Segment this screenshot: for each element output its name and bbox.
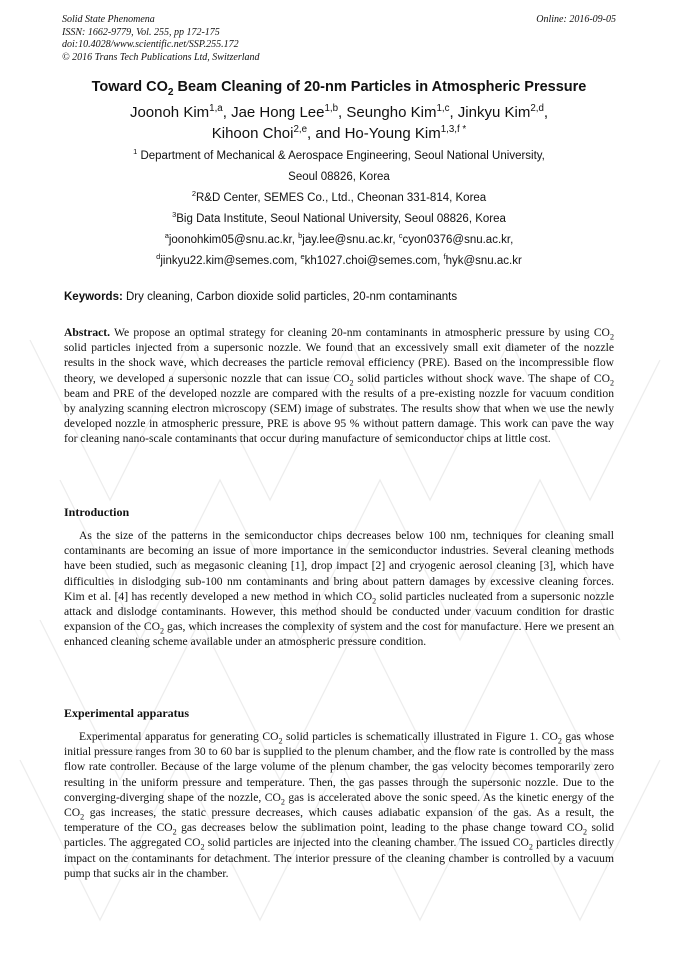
abstract: Abstract. We propose an optimal strategy for cleaning 20-nm contaminants in atmospheric pressure by using $CO_2$ solid particles injected from a supersonic nozzle. We found that an excessively small exit diameter of the nozzle results in the shock wave, which decreases the particle removal efficiency (PRE). Based on the incompressible flow theory, we developed a supersonic nozzle that can issue $CO_2$ solid particles without shock wave. The shape of $CO_2$ beam and PRE of the developed nozzle are compared with the results of a pre-existing nozzle for vacuum condition by analyzing scanning electron microscopy (SEM) image of substrates. The results show that when we use the newly developed nozzle in atmospheric pressure, PRE is above 95 % without pattern damage. This work can pave the way for cleaning nano-scale contaminants that occur during manufacture of semiconductor chips at little cost.	[64, 326, 615, 446]
copyright-line: © 2016 Trans Tech Publications Ltd, Switzerland	[62, 51, 260, 63]
experimental-paragraph: Experimental apparatus for generating $CO_2$ solid particles is schematically illustrated in Figure 1. $CO_2$ gas whose initial pressure ranges from 30 to 60 bar is supplied to the plenum chamber, and the flow rate is controlled by the mass flow rate controller. Because of the large volume of the plenum chamber, the gas velocity becomes temporarily zero resulting in the uniform pressure and temperature. Then, the gas passes through the supersonic nozzle. Due to the converging-diverging shape of the nozzle, $CO_2$ gas is accelerated above the sonic speed. As the kinetic energy of the $CO_2$ gas increases, the static pressure decreases, which causes adiabatic expansion of the gas. As a result, the temperature of the $CO_2$ gas decreases below the sublimation point, leading to the phase change toward $CO_2$ solid particles. The aggregated $CO_2$ solid particles are injected into the cleaning chamber. The issued $CO_2$ particles directly impact on the contaminants for detachment. The interior pressure of the cleaning chamber is controlled by a vacuum pump that sucks air in the chamber.	[64, 730, 615, 880]
affiliation-1: $^1$ Department of Mechanical & Aerospace Engineering, Seoul National University,	[133, 147, 545, 162]
section-heading-introduction: Introduction	[64, 505, 130, 519]
abstract-label: Abstract.	[64, 326, 111, 339]
author: Joonoh Kim	[129, 104, 210, 121]
journal-name: Solid State Phenomena	[62, 14, 155, 25]
email-link[interactable]: jay.lee@snu.ac.kr,	[302, 234, 399, 246]
author: Ho-Young Kim	[344, 125, 441, 142]
keywords-label: Keywords:	[64, 291, 123, 303]
affiliation-3: $^3$Big Data Institute, Seoul National University, Seoul 08826, Korea	[172, 210, 506, 225]
affiliation-2: $^2$R&D Center, SEMES Co., Ltd., Cheonan 331-814, Korea	[191, 189, 487, 204]
paper-title: Toward $CO_2$ Beam Cleaning of 20-nm Particles in Atmospheric Pressure	[91, 79, 587, 98]
online-date: Online: 2016-09-05	[536, 14, 616, 25]
email-line-1: $^a$joonohkim05@snu.ac.kr, $^b$jay.lee@snu.ac.kr, $^c$cyon0376@snu.ac.kr,	[164, 231, 514, 246]
email-link[interactable]: jinkyu22.kim@semes.com,	[160, 255, 301, 267]
keywords-text: Dry cleaning, Carbon dioxide solid particles, 20-nm contaminants	[122, 291, 458, 303]
introduction-paragraph: As the size of the patterns in the semiconductor chips decreases below 100 nm, techniques for cleaning small contaminants are becoming an issue of more importance in the semiconductor industries. Several cleaning methods have been studied, such as megasonic cleaning [1], drop impact [2] and cryogenic aerosol cleaning [3], which have difficulties in dislodging sub-100 nm contaminants and bring about pattern damages by excessive cleaning forces. Kim et al. [4] has recently developed a new method in which $CO_2$ solid particles nucleated from a supersonic nozzle attack and dislodge contaminants. However, this method should be conducted under vacuum condition for drastic expansion of the $CO_2$ gas, which increases the complexity of system and the cost for manufacture. Here we present an enhanced cleaning scheme available under an atmospheric pressure condition.	[64, 529, 614, 649]
author: Jae Hong Lee	[231, 104, 325, 121]
author: Seungho Kim	[346, 104, 437, 121]
email-link[interactable]: cyon0376@snu.ac.kr,	[402, 234, 514, 246]
author-list: Joonoh Kim$^{1,a}$, Jae Hong Lee$^{1,b}$, Seungho Kim$^{1,c}$, Jinkyu Kim$^{2,d}$, Kihoon Choi$^{2,e}$, and Ho-Young Kim$^{1,3,f *}$	[129, 103, 549, 142]
email-link[interactable]: joonohkim05@snu.ac.kr,	[168, 234, 299, 246]
affiliation-1-city: Seoul 08826, Korea	[288, 171, 390, 183]
author: Kihoon Choi	[211, 125, 294, 142]
journal-meta	[62, 14, 260, 64]
keywords	[64, 291, 457, 303]
email-link[interactable]: kh1027.choi@semes.com,	[304, 255, 444, 267]
issn-line: ISSN: 1662-9779, Vol. 255, pp 172-175	[62, 26, 220, 38]
email-line-2: $^d$jinkyu22.kim@semes.com, $^e$kh1027.choi@semes.com, $^f$hyk@snu.ac.kr	[156, 252, 522, 267]
section-heading-experimental: Experimental apparatus	[64, 706, 190, 720]
doi-line: doi:10.4028/www.scientific.net/SSP.255.172	[62, 39, 239, 50]
author: Jinkyu Kim	[457, 104, 531, 121]
email-link[interactable]: hyk@snu.ac.kr	[445, 255, 522, 267]
